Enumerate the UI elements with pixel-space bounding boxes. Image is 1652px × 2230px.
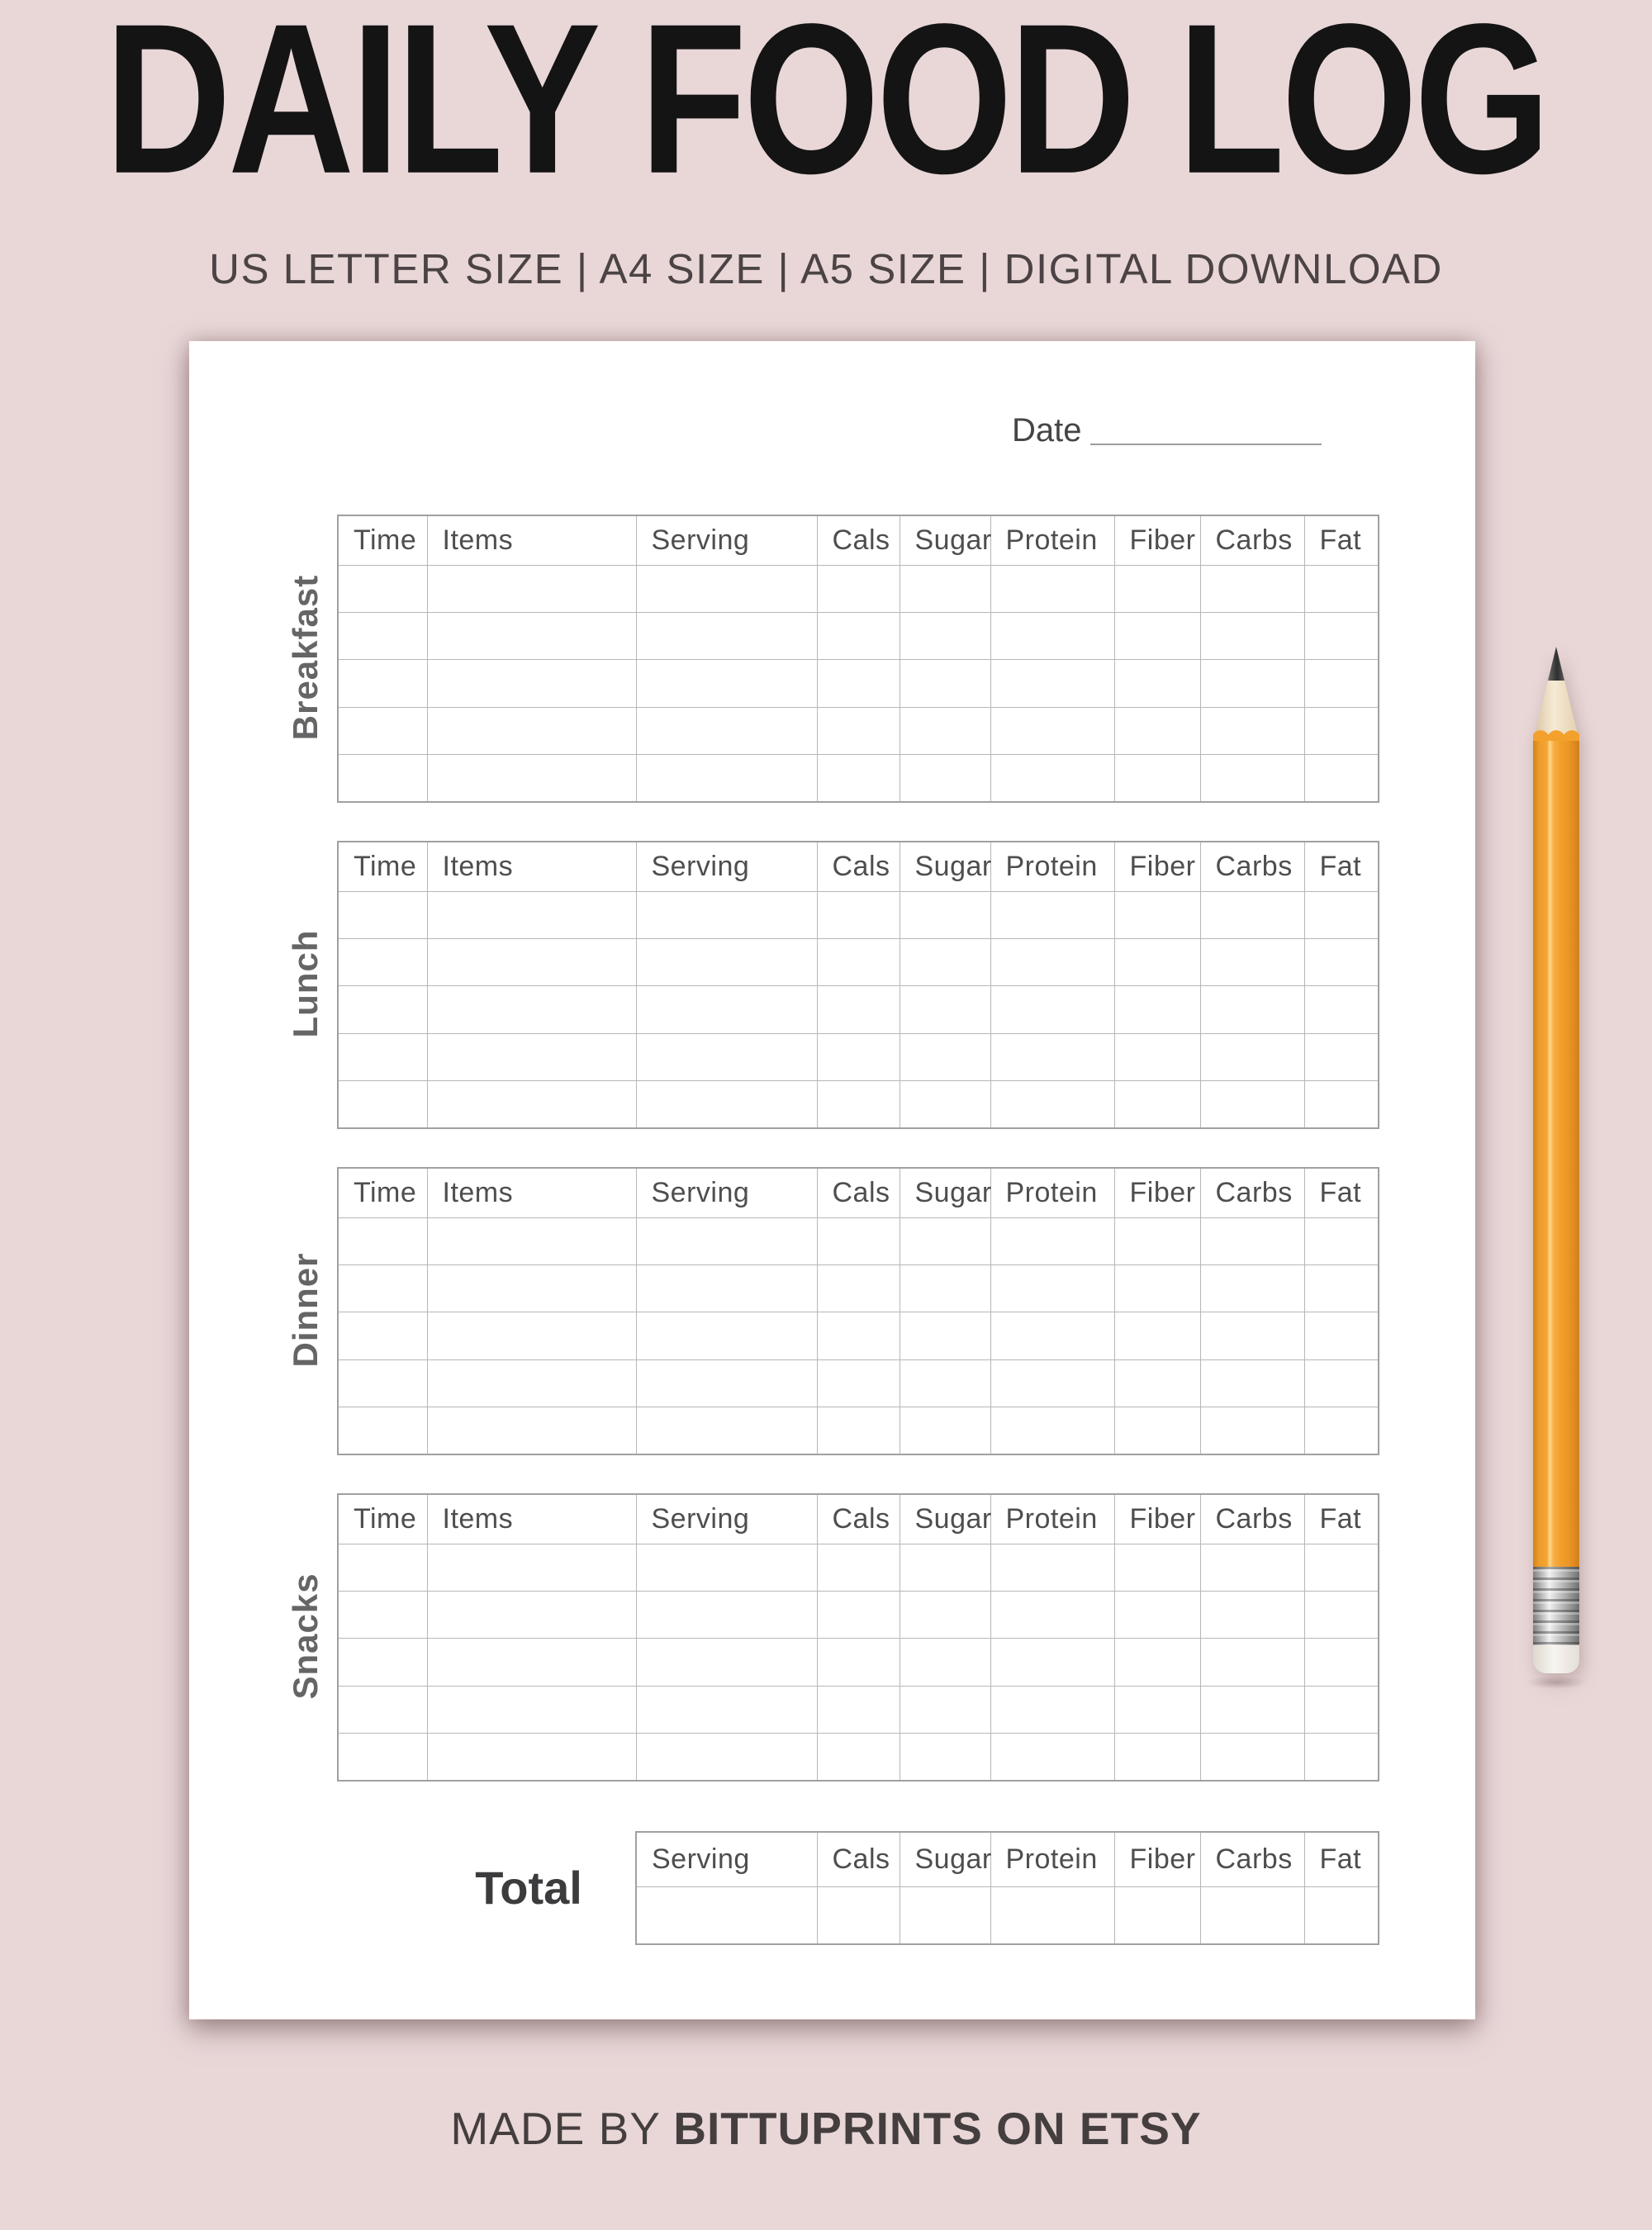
entry-cell <box>1200 1734 1304 1781</box>
entry-cell <box>900 1312 990 1359</box>
entry-cell <box>338 1407 427 1454</box>
entry-cell <box>1304 565 1379 612</box>
column-header-carbs: Carbs <box>1200 1494 1304 1544</box>
entry-cell <box>990 891 1114 938</box>
footer-brand: BITTUPRINTS ON ETSY <box>673 2103 1202 2154</box>
entry-cell <box>900 1359 990 1407</box>
entry-cell <box>1304 1686 1379 1733</box>
column-header-items: Items <box>427 1168 636 1217</box>
entry-cell <box>1200 707 1304 754</box>
entry-cell <box>636 986 817 1033</box>
footer-made-by: MADE BY <box>450 2103 674 2154</box>
meal-section-lunch <box>189 841 1475 1127</box>
entry-cell <box>427 1033 636 1080</box>
entry-cell <box>900 660 990 707</box>
entry-cell <box>990 986 1114 1033</box>
entry-cell <box>636 1033 817 1080</box>
entry-cell <box>1200 1544 1304 1591</box>
entry-cell <box>1304 660 1379 707</box>
meal-section-snacks <box>189 1493 1475 1780</box>
entry-cell <box>338 755 427 802</box>
entry-cell <box>1114 1734 1200 1781</box>
entry-cell <box>990 1264 1114 1312</box>
entry-cell <box>1304 1544 1379 1591</box>
entry-cell <box>636 1734 817 1781</box>
column-header-serving: Serving <box>636 1832 817 1886</box>
entry-cell <box>1114 1217 1200 1264</box>
dinner-table <box>337 1167 1379 1455</box>
entry-cell <box>338 1033 427 1080</box>
column-header-protein: Protein <box>990 1494 1114 1544</box>
entry-cell <box>338 986 427 1033</box>
column-header-carbs: Carbs <box>1200 1168 1304 1217</box>
column-header-sugar: Sugar <box>900 1168 990 1217</box>
entry-cell <box>338 1544 427 1591</box>
pencil-paint-edge <box>1533 729 1579 742</box>
entry-cell <box>817 1312 900 1359</box>
column-header-fat: Fat <box>1304 515 1379 565</box>
section-label-dinner: Dinner <box>286 1252 325 1368</box>
pencil-lead-tip <box>1548 647 1564 681</box>
entry-cell <box>1200 612 1304 659</box>
entry-cell <box>900 1591 990 1638</box>
column-header-fiber: Fiber <box>1114 1168 1200 1217</box>
entry-cell <box>817 1264 900 1312</box>
entry-cell <box>990 1407 1114 1454</box>
column-header-fiber: Fiber <box>1114 515 1200 565</box>
entry-cell <box>1200 1081 1304 1128</box>
entry-cell <box>338 612 427 659</box>
entry-cell <box>817 612 900 659</box>
entry-cell <box>1304 1886 1379 1944</box>
entry-cell <box>427 660 636 707</box>
entry-cell <box>636 707 817 754</box>
column-header-cals: Cals <box>817 1494 900 1544</box>
entry-cell <box>900 1544 990 1591</box>
entry-cell <box>427 1734 636 1781</box>
meal-section-breakfast <box>189 515 1475 801</box>
entry-cell <box>817 1544 900 1591</box>
entry-cell <box>900 938 990 985</box>
entry-cell <box>817 938 900 985</box>
entry-cell <box>338 1639 427 1686</box>
entry-cell <box>1200 565 1304 612</box>
entry-cell <box>990 1591 1114 1638</box>
entry-cell <box>427 755 636 802</box>
entry-cell <box>338 938 427 985</box>
column-header-carbs: Carbs <box>1200 515 1304 565</box>
entry-cell <box>1304 1734 1379 1781</box>
total-table-holder <box>635 1831 1379 1945</box>
entry-cell <box>900 1886 990 1944</box>
column-header-sugar: Sugar <box>900 1832 990 1886</box>
column-header-protein: Protein <box>990 1832 1114 1886</box>
table-holder <box>337 1493 1379 1782</box>
entry-cell <box>990 707 1114 754</box>
entry-cell <box>1114 660 1200 707</box>
entry-cell <box>1114 1686 1200 1733</box>
entry-cell <box>900 1639 990 1686</box>
entry-cell <box>900 891 990 938</box>
entry-cell <box>900 1407 990 1454</box>
column-header-time: Time <box>338 1168 427 1217</box>
entry-cell <box>817 755 900 802</box>
entry-cell <box>817 1886 900 1944</box>
entry-cell <box>1200 1033 1304 1080</box>
entry-cell <box>427 938 636 985</box>
column-header-fiber: Fiber <box>1114 1494 1200 1544</box>
entry-cell <box>1114 1407 1200 1454</box>
entry-cell <box>1200 1686 1304 1733</box>
subtitle: US LETTER SIZE | A4 SIZE | A5 SIZE | DIGITAL DOWNLOAD <box>209 245 1443 292</box>
entry-cell <box>990 938 1114 985</box>
column-header-time: Time <box>338 515 427 565</box>
entry-cell <box>1304 1312 1379 1359</box>
entry-cell <box>817 1407 900 1454</box>
entry-cell <box>636 1264 817 1312</box>
entry-cell <box>990 1686 1114 1733</box>
column-header-protein: Protein <box>990 1168 1114 1217</box>
column-header-carbs: Carbs <box>1200 1832 1304 1886</box>
entry-cell <box>338 1081 427 1128</box>
entry-cell <box>990 612 1114 659</box>
entry-cell <box>990 1081 1114 1128</box>
column-header-fat: Fat <box>1304 1494 1379 1544</box>
column-header-fat: Fat <box>1304 1168 1379 1217</box>
entry-cell <box>900 1686 990 1733</box>
entry-cell <box>1304 1033 1379 1080</box>
entry-cell <box>990 565 1114 612</box>
entry-cell <box>817 1081 900 1128</box>
entry-cell <box>1114 612 1200 659</box>
entry-cell <box>427 1312 636 1359</box>
entry-cell <box>427 1217 636 1264</box>
column-header-cals: Cals <box>817 842 900 891</box>
entry-cell <box>817 1591 900 1638</box>
entry-cell <box>338 1312 427 1359</box>
entry-cell <box>1304 938 1379 985</box>
entry-cell <box>427 1639 636 1686</box>
entry-cell <box>338 1359 427 1407</box>
entry-cell <box>636 565 817 612</box>
column-header-fat: Fat <box>1304 1832 1379 1886</box>
column-header-cals: Cals <box>817 515 900 565</box>
entry-cell <box>338 1591 427 1638</box>
entry-cell <box>427 1264 636 1312</box>
planner-page <box>189 341 1475 2019</box>
entry-cell <box>817 565 900 612</box>
entry-cell <box>1114 1081 1200 1128</box>
footer-credit <box>0 2102 1652 2155</box>
entry-cell <box>338 1686 427 1733</box>
column-header-serving: Serving <box>636 1168 817 1217</box>
entry-cell <box>1114 1544 1200 1591</box>
column-header-items: Items <box>427 842 636 891</box>
entry-cell <box>1200 1264 1304 1312</box>
column-header-protein: Protein <box>990 842 1114 891</box>
column-header-fiber: Fiber <box>1114 842 1200 891</box>
entry-cell <box>427 1686 636 1733</box>
entry-cell <box>1200 660 1304 707</box>
entry-cell <box>636 1544 817 1591</box>
entry-cell <box>1200 891 1304 938</box>
entry-cell <box>427 986 636 1033</box>
entry-cell <box>636 1407 817 1454</box>
entry-cell <box>1114 938 1200 985</box>
entry-cell <box>1114 1591 1200 1638</box>
column-header-items: Items <box>427 1494 636 1544</box>
pencil-shadow <box>1526 1676 1587 1689</box>
entry-cell <box>817 1217 900 1264</box>
entry-cell <box>817 1359 900 1407</box>
entry-cell <box>817 1734 900 1781</box>
entry-cell <box>636 1639 817 1686</box>
entry-cell <box>1304 1217 1379 1264</box>
pencil-eraser <box>1533 1645 1579 1673</box>
entry-cell <box>1304 986 1379 1033</box>
entry-cell <box>900 565 990 612</box>
entry-cell <box>817 1639 900 1686</box>
entry-cell <box>427 1544 636 1591</box>
entry-cell <box>990 755 1114 802</box>
entry-cell <box>427 1407 636 1454</box>
entry-cell <box>427 1359 636 1407</box>
entry-cell <box>427 707 636 754</box>
entry-cell <box>1200 755 1304 802</box>
entry-cell <box>1304 1359 1379 1407</box>
entry-cell <box>900 1264 990 1312</box>
column-header-fat: Fat <box>1304 842 1379 891</box>
entry-cell <box>1114 891 1200 938</box>
entry-cell <box>1304 755 1379 802</box>
entry-cell <box>1114 755 1200 802</box>
table-holder <box>337 515 1379 803</box>
date-label: Date <box>1012 412 1082 448</box>
table-holder <box>337 1167 1379 1455</box>
entry-cell <box>990 1359 1114 1407</box>
entry-cell <box>900 986 990 1033</box>
entry-cell <box>1114 1033 1200 1080</box>
entry-cell <box>1200 1886 1304 1944</box>
entry-cell <box>900 755 990 802</box>
entry-cell <box>990 660 1114 707</box>
entry-cell <box>1114 1886 1200 1944</box>
entry-cell <box>1304 891 1379 938</box>
entry-cell <box>636 1081 817 1128</box>
page-title: DAILY FOOD LOG <box>104 0 1548 218</box>
entry-cell <box>636 1312 817 1359</box>
entry-cell <box>817 707 900 754</box>
pencil-body <box>1533 741 1579 1567</box>
total-label: Total <box>475 1862 582 1914</box>
table-holder <box>337 841 1379 1129</box>
entry-cell <box>817 660 900 707</box>
entry-cell <box>338 1264 427 1312</box>
entry-cell <box>990 1886 1114 1944</box>
entry-cell <box>338 891 427 938</box>
entry-cell <box>427 1081 636 1128</box>
entry-cell <box>900 1734 990 1781</box>
column-header-sugar: Sugar <box>900 1494 990 1544</box>
entry-cell <box>636 1886 817 1944</box>
lunch-table <box>337 841 1379 1129</box>
entry-cell <box>636 938 817 985</box>
entry-cell <box>1200 1312 1304 1359</box>
entry-cell <box>900 612 990 659</box>
entry-cell <box>338 707 427 754</box>
entry-cell <box>636 1359 817 1407</box>
entry-cell <box>990 1312 1114 1359</box>
column-header-fiber: Fiber <box>1114 1832 1200 1886</box>
entry-cell <box>1304 707 1379 754</box>
entry-cell <box>1200 1407 1304 1454</box>
entry-cell <box>900 1081 990 1128</box>
entry-cell <box>1114 1312 1200 1359</box>
column-header-time: Time <box>338 842 427 891</box>
entry-cell <box>1114 1359 1200 1407</box>
entry-cell <box>990 1217 1114 1264</box>
column-header-cals: Cals <box>817 1168 900 1217</box>
entry-cell <box>1200 986 1304 1033</box>
column-header-sugar: Sugar <box>900 842 990 891</box>
column-header-serving: Serving <box>636 842 817 891</box>
entry-cell <box>1304 1264 1379 1312</box>
column-header-items: Items <box>427 515 636 565</box>
entry-cell <box>1200 938 1304 985</box>
column-header-serving: Serving <box>636 515 817 565</box>
entry-cell <box>427 612 636 659</box>
entry-cell <box>1304 1639 1379 1686</box>
entry-cell <box>1200 1217 1304 1264</box>
entry-cell <box>990 1734 1114 1781</box>
entry-cell <box>427 1591 636 1638</box>
snacks-table <box>337 1493 1379 1782</box>
column-header-carbs: Carbs <box>1200 842 1304 891</box>
entry-cell <box>636 1217 817 1264</box>
entry-cell <box>1304 612 1379 659</box>
entry-cell <box>817 1686 900 1733</box>
entry-cell <box>990 1544 1114 1591</box>
entry-cell <box>817 1033 900 1080</box>
total-table <box>635 1831 1379 1945</box>
entry-cell <box>1114 565 1200 612</box>
entry-cell <box>817 986 900 1033</box>
entry-cell <box>817 891 900 938</box>
entry-cell <box>427 565 636 612</box>
entry-cell <box>900 1217 990 1264</box>
entry-cell <box>338 1217 427 1264</box>
pencil-ferrule <box>1533 1567 1579 1645</box>
entry-cell <box>636 755 817 802</box>
entry-cell <box>990 1033 1114 1080</box>
entry-cell <box>1200 1639 1304 1686</box>
column-header-serving: Serving <box>636 1494 817 1544</box>
column-header-protein: Protein <box>990 515 1114 565</box>
entry-cell <box>1114 986 1200 1033</box>
entry-cell <box>900 707 990 754</box>
column-header-time: Time <box>338 1494 427 1544</box>
entry-cell <box>636 1686 817 1733</box>
entry-cell <box>1304 1407 1379 1454</box>
section-label-lunch: Lunch <box>286 929 325 1038</box>
entry-cell <box>1114 1639 1200 1686</box>
entry-cell <box>900 1033 990 1080</box>
entry-cell <box>338 660 427 707</box>
entry-cell <box>636 1591 817 1638</box>
entry-cell <box>990 1639 1114 1686</box>
date-fill-line <box>1090 412 1322 445</box>
entry-cell <box>636 660 817 707</box>
column-header-cals: Cals <box>817 1832 900 1886</box>
entry-cell <box>1304 1591 1379 1638</box>
entry-cell <box>427 891 636 938</box>
entry-cell <box>1114 707 1200 754</box>
pencil-graphic <box>1533 647 1579 1689</box>
entry-cell <box>1114 1264 1200 1312</box>
entry-cell <box>338 1734 427 1781</box>
entry-cell <box>1200 1359 1304 1407</box>
section-label-snacks: Snacks <box>286 1573 325 1700</box>
entry-cell <box>1304 1081 1379 1128</box>
section-label-breakfast: Breakfast <box>286 574 325 741</box>
entry-cell <box>636 612 817 659</box>
column-header-sugar: Sugar <box>900 515 990 565</box>
breakfast-table <box>337 515 1379 803</box>
entry-cell <box>338 565 427 612</box>
entry-cell <box>636 891 817 938</box>
meal-section-dinner <box>189 1167 1475 1454</box>
entry-cell <box>1200 1591 1304 1638</box>
